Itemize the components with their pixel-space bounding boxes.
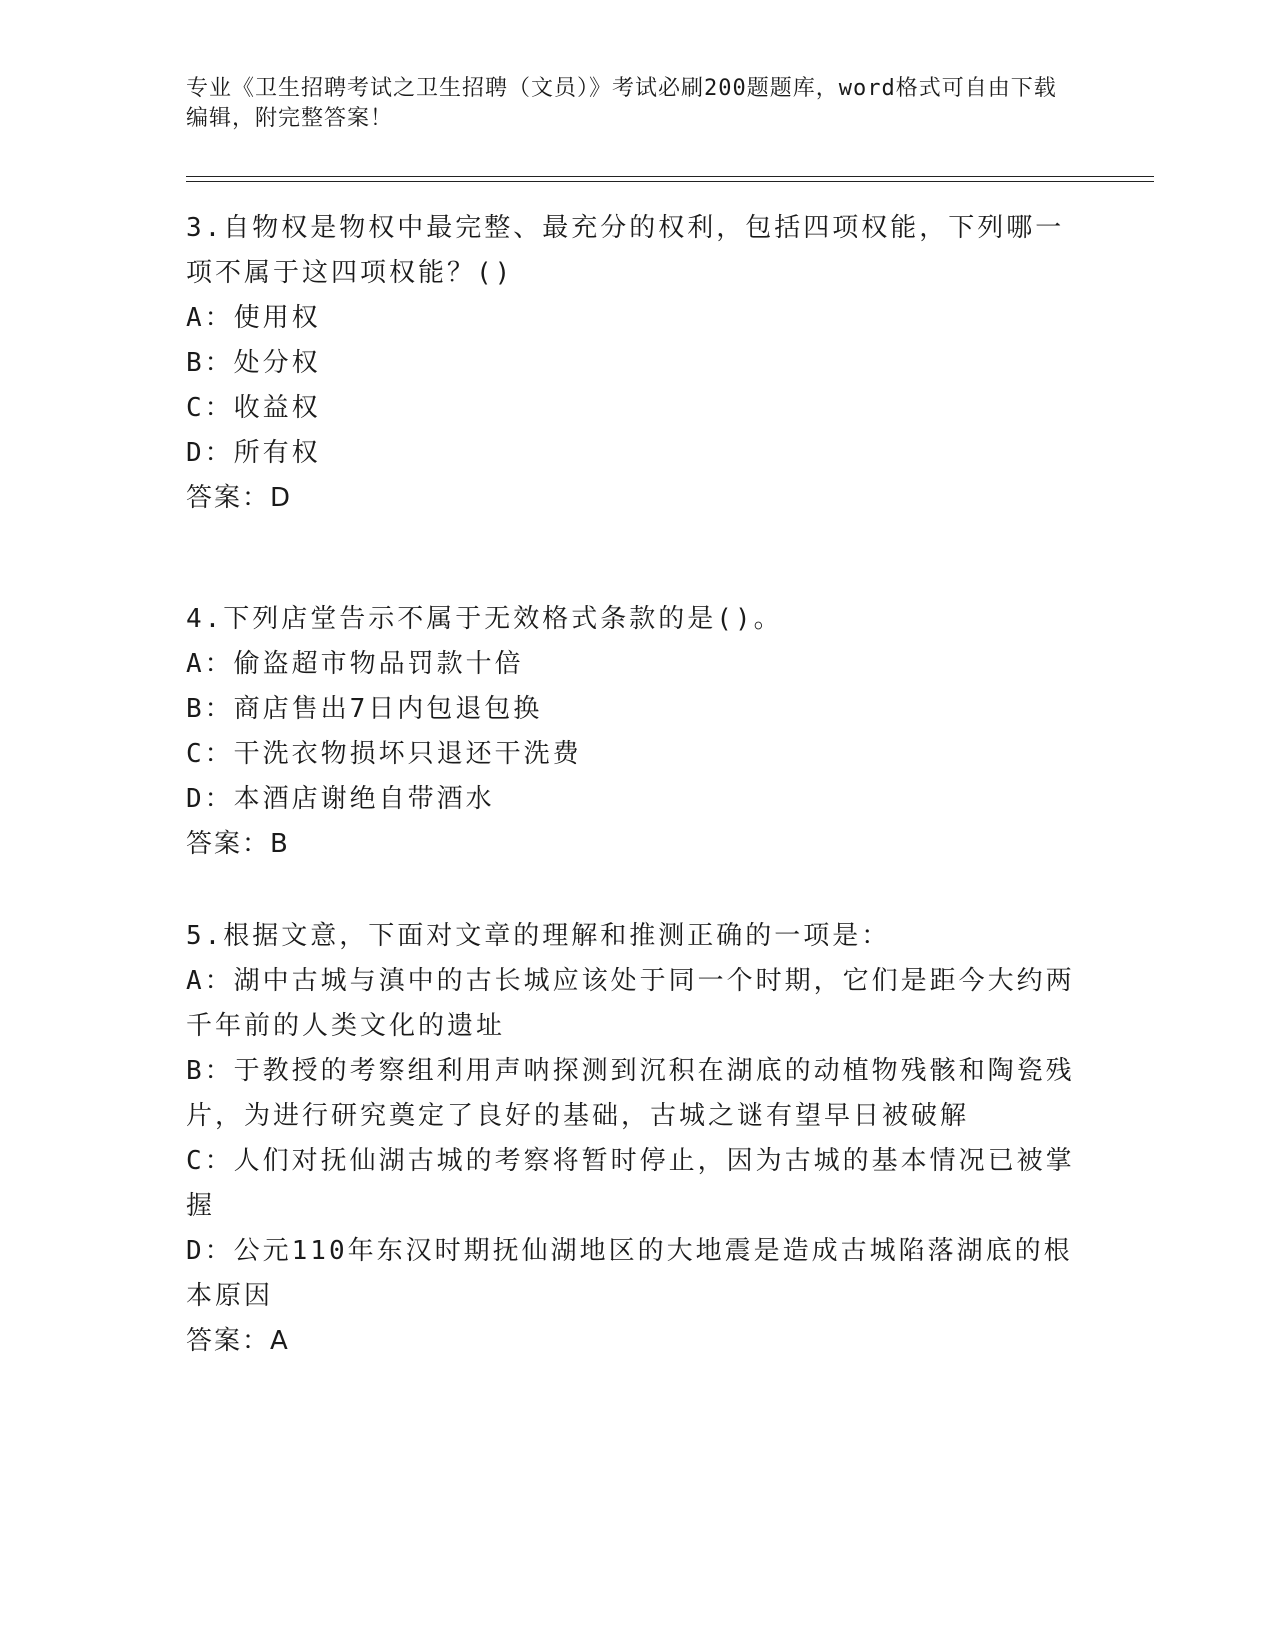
header-divider-bottom — [186, 181, 1154, 182]
option-b: B：于教授的考察组利用声呐探测到沉积在湖底的动植物残骸和陶瓷残片，为进行研究奠定了良好的基础，古城之谜有望早日被破解 — [186, 1056, 1075, 1131]
question-stem: 3.自物权是物权中最完整、最充分的权利，包括四项权能，下列哪一项不属于这四项权能？() — [186, 213, 1065, 288]
option-c: C：收益权 — [186, 393, 321, 423]
option-b: B：处分权 — [186, 348, 321, 378]
option-d: D：公元110年东汉时期抚仙湖地区的大地震是造成古城陷落湖底的根本原因 — [186, 1236, 1073, 1311]
question-block — [186, 206, 1076, 521]
answer-line: 答案：A — [186, 1326, 290, 1356]
question-block — [186, 597, 1076, 867]
question-stem: 5.根据文意，下面对文章的理解和推测正确的一项是： — [186, 921, 891, 951]
question-stem: 4.下列店堂告示不属于无效格式条款的是()。 — [186, 604, 783, 634]
document-intro: 专业《卫生招聘考试之卫生招聘（文员）》考试必刷200题题库，word格式可自由下载编辑，附完整答案！ — [186, 76, 1057, 131]
option-c: C：人们对抚仙湖古城的考察将暂时停止，因为古城的基本情况已被掌握 — [186, 1146, 1075, 1221]
question-block — [186, 914, 1076, 1364]
option-b: B：商店售出7日内包退包换 — [186, 694, 543, 724]
header-divider-top — [186, 176, 1154, 177]
option-d: D：所有权 — [186, 438, 321, 468]
option-c: C：干洗衣物损坏只退还干洗费 — [186, 739, 582, 769]
answer-line: 答案：B — [186, 829, 290, 859]
option-a: A：使用权 — [186, 303, 321, 333]
answer-line: 答案：D — [186, 483, 293, 513]
option-a: A：湖中古城与滇中的古长城应该处于同一个时期，它们是距今大约两千年前的人类文化的遗址 — [186, 966, 1075, 1041]
option-a: A：偷盗超市物品罚款十倍 — [186, 649, 524, 679]
option-d: D：本酒店谢绝自带酒水 — [186, 784, 495, 814]
